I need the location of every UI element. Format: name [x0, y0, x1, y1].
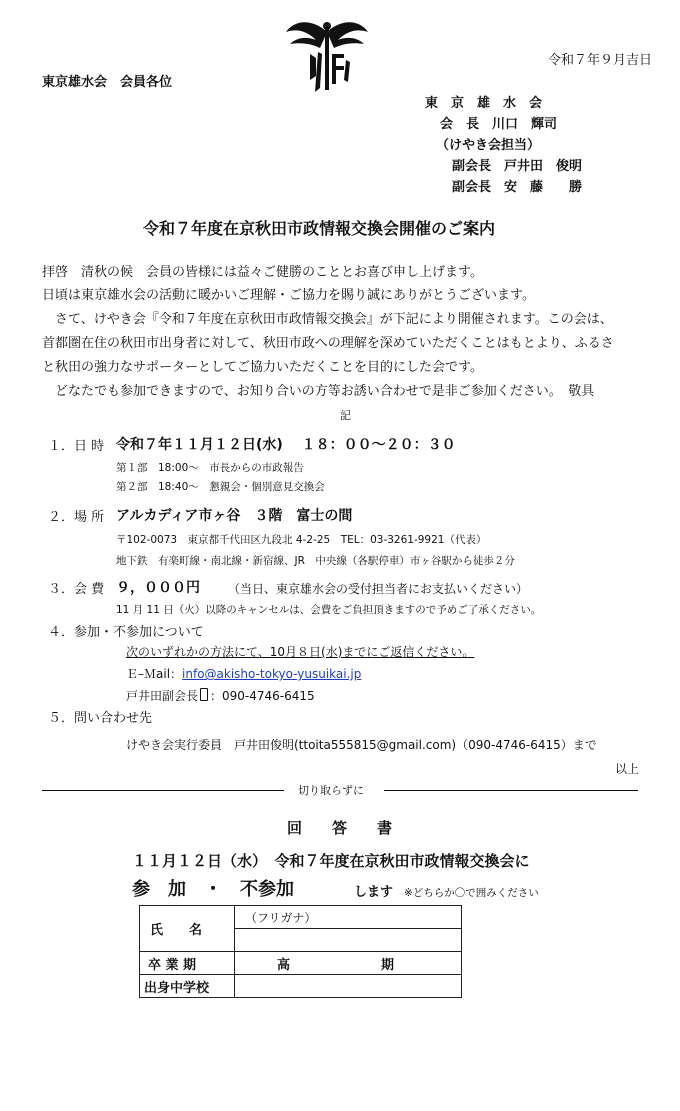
program-part-2: 第２部 18:40～ 懇親会・個別意見交換会 — [116, 481, 325, 493]
issue-date: 令和７年９月吉日 — [548, 53, 653, 68]
contact-value: けやき会実行委員 戸井田俊明(ttoita555815@gmail.com)（090-4746-6415）まで — [126, 738, 597, 752]
email-link[interactable]: info@akisho-tokyo-yusuikai.jp — [182, 667, 362, 681]
item-contact-label: ５．問い合わせ先 — [48, 711, 153, 726]
email-row — [126, 666, 361, 682]
fee-note: （当日、東京雄水会の受付担当者にお支払いください） — [228, 582, 529, 596]
cancel-policy: 11 月 11 日（火）以降のキャンセルは、会費をご負担頂きますので予めご了承ください。 — [116, 604, 542, 616]
venue-address: 〒102-0073 東京都千代田区九段北 4-2-25 TEL：03-3261-9921（代表） — [116, 534, 487, 546]
cut-line-label: 切り取らずに — [298, 784, 364, 797]
name-field[interactable] — [235, 929, 462, 952]
circle-note: ※どちらか〇で囲みください — [404, 887, 539, 899]
cut-line-right — [384, 790, 638, 791]
body-line: 日頃は東京雄水会の活動に暖かいご理解・ご協力を賜り誠にありがとうございます。 — [42, 288, 535, 303]
phone-row — [126, 688, 315, 704]
vice-president-1: 副会長 戸井田 俊明 — [452, 159, 583, 174]
name-label: 氏 名 — [140, 906, 235, 952]
item-fee-label: ３．会 費 — [48, 582, 105, 597]
phone-icon — [200, 688, 208, 701]
item-datetime-value: 令和７年１１月１２日(水) １８：００～２０：３０ — [116, 437, 456, 453]
email-label: Ｅ–Ｍail： — [126, 667, 183, 681]
body-line: どなたでも参加できますので、お知り合いの方等お誘い合わせで是非ご参加ください。 敬具 — [42, 384, 595, 399]
body-line: 首都圏在住の秋田市出身者に対して、秋田市政への理解を深めていただくことはもとより、ふるさ — [42, 336, 614, 351]
item-attendance-label: ４．参加・不参加について — [48, 625, 204, 640]
furigana-field[interactable]: （フリガナ） — [235, 906, 462, 929]
ijou-mark: 以上 — [615, 762, 640, 776]
organization-name: 東 京 雄 水 会 — [425, 96, 543, 111]
venue-access: 地下鉄 有楽町線・南北線・新宿線、JR 中央線（各駅停車）市ヶ谷駅から徒歩２分 — [116, 555, 515, 567]
president: 会 長 川口 輝司 — [440, 117, 558, 132]
body-line: さて、けやき会『令和７年度在京秋田市政情報交換会』が下記により開催されます。この会は、 — [42, 312, 613, 327]
program-part-1: 第１部 18:00～ 市長からの市政報告 — [116, 462, 304, 474]
organization-logo — [282, 10, 372, 100]
body-line: と秋田の強力なサポーターとしてご協力いただくことを目的にした会です。 — [42, 360, 483, 375]
attend-choice[interactable]: 参 加 ・ 不参加 — [132, 879, 294, 900]
item-fee-value: ９，０００円 — [116, 580, 200, 596]
grad-field[interactable]: 高 期 — [235, 952, 462, 975]
vice-president-2: 副会長 安 藤 勝 — [452, 180, 583, 195]
ki-mark: 記 — [340, 409, 351, 422]
cut-line-left — [42, 790, 284, 791]
school-field[interactable] — [235, 975, 462, 998]
body-line: 拝啓 清秋の候 会員の皆様には益々ご健勝のこととお喜び申し上げます。 — [42, 265, 483, 280]
keyaki-in-charge: （けやき会担当） — [436, 138, 541, 153]
grad-label: 卒 業 期 — [140, 952, 235, 975]
school-label: 出身中学校 — [140, 975, 235, 998]
phone-label: 戸井田副会長 — [126, 689, 199, 703]
item-datetime-label: １．日 時 — [48, 439, 105, 454]
reply-event-line: １１月１２日（水） 令和７年度在京秋田市政情報交換会に — [132, 852, 530, 870]
shimasu-label: します — [354, 885, 394, 900]
phone-number: ：090-4746-6415 — [210, 689, 315, 703]
reply-method: 次のいずれかの方法にて、10月８日(水)までにご返信ください。 — [126, 645, 475, 659]
reply-form-table — [139, 905, 462, 998]
item-place-value: アルカディア市ヶ谷 ３階 富士の間 — [116, 508, 353, 524]
document-title: 令和７年度在京秋田市政情報交換会開催のご案内 — [143, 219, 496, 238]
reply-title: 回 答 書 — [287, 819, 393, 837]
recipient: 東京雄水会 会員各位 — [42, 75, 173, 90]
item-place-label: ２．場 所 — [48, 510, 105, 525]
